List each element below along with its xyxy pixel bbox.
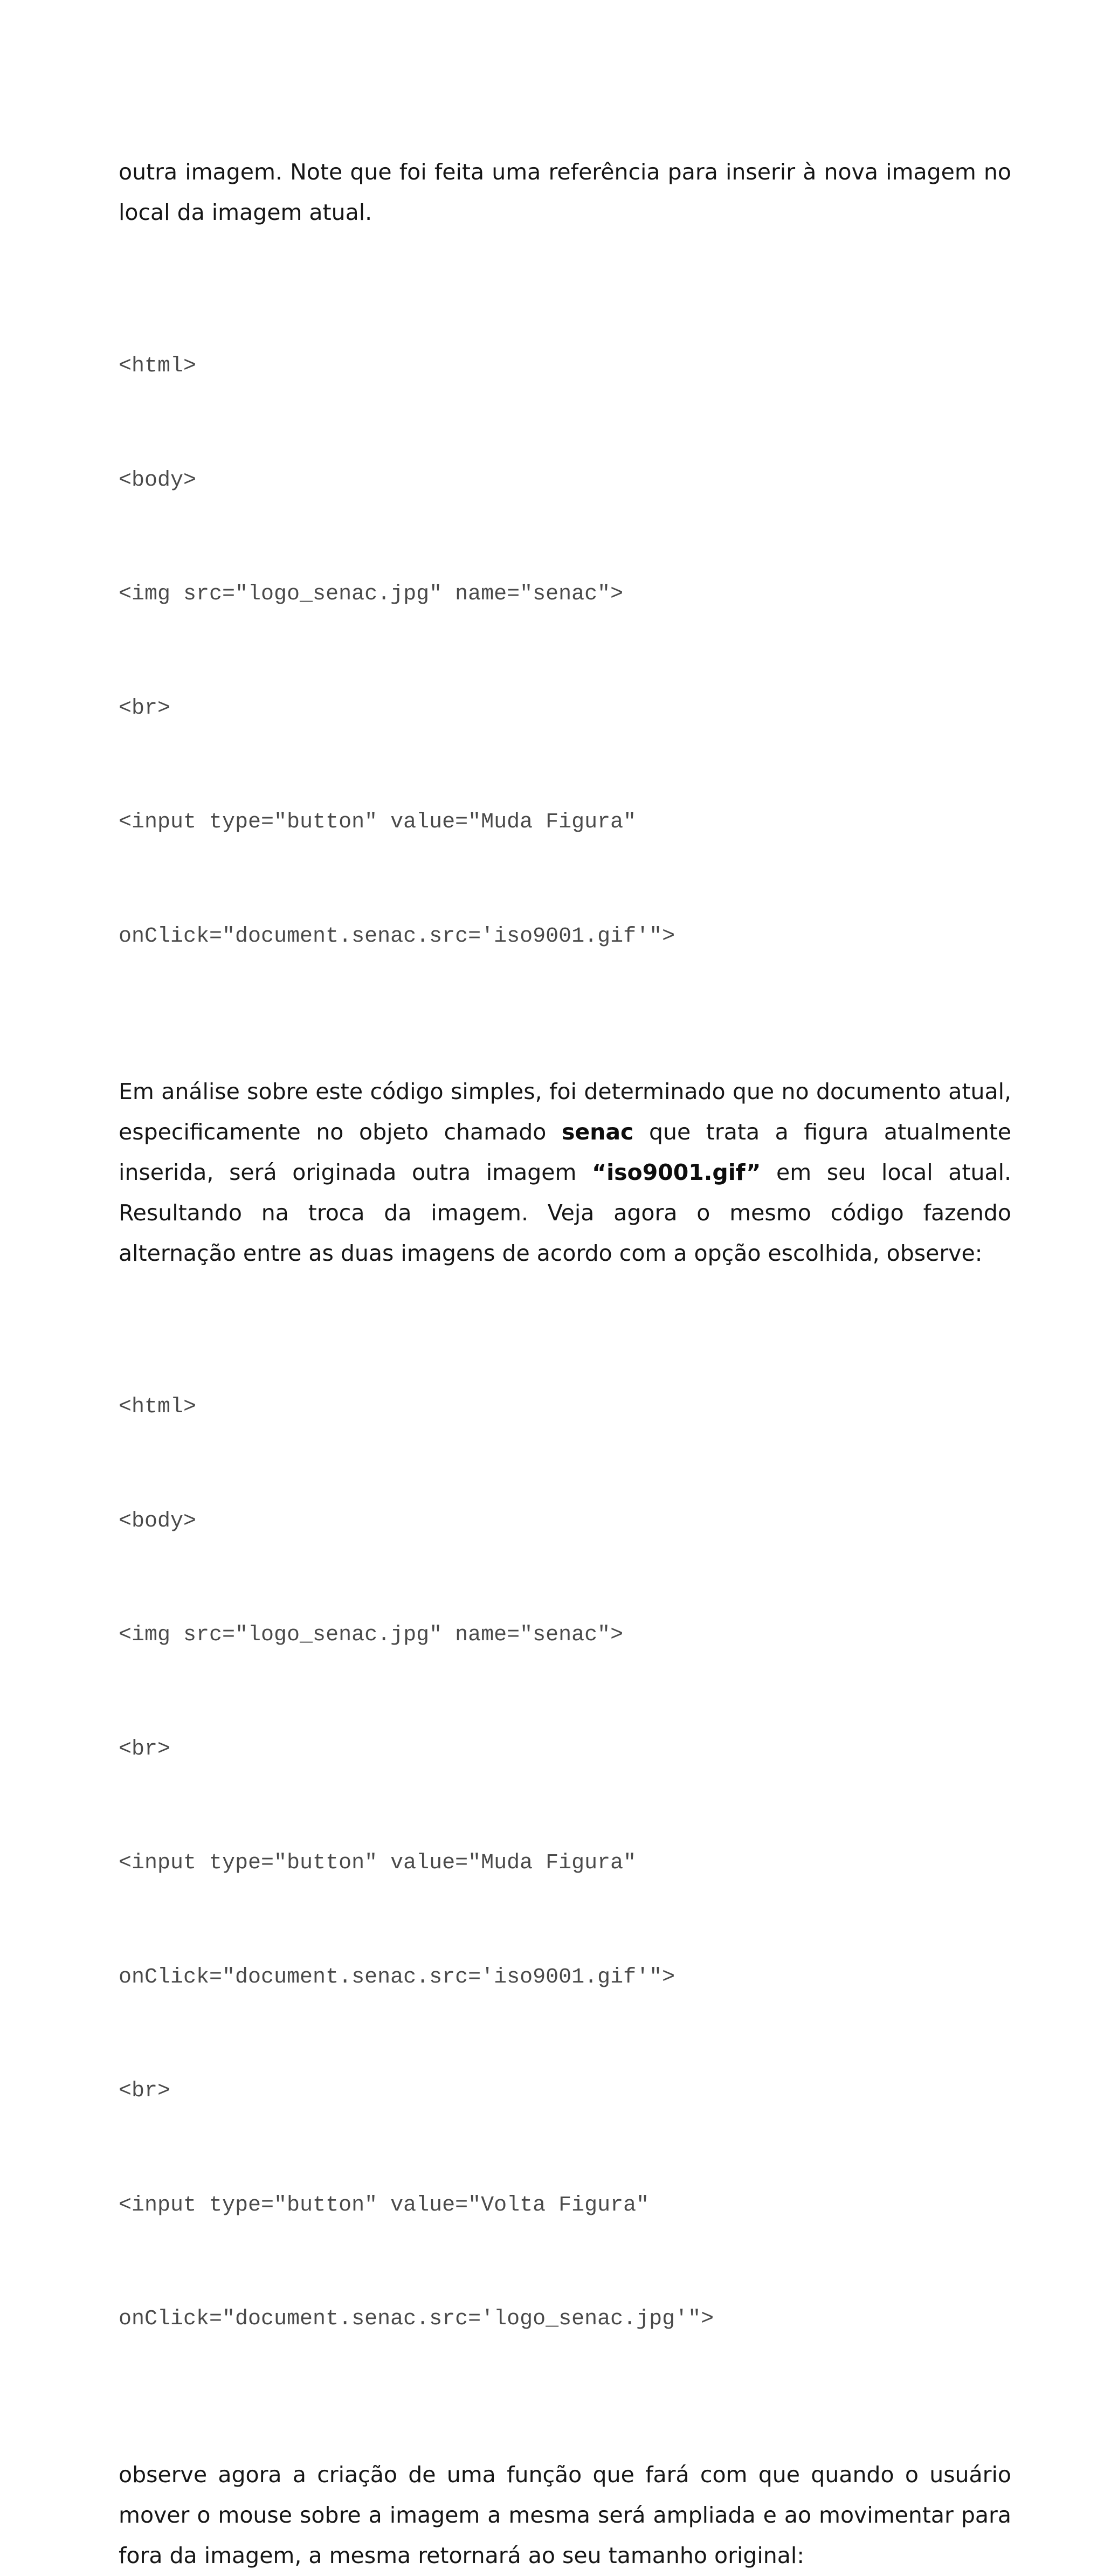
code-line: <img src="logo_senac.jpg" name="senac"> <box>119 1623 624 1647</box>
spacer <box>119 2415 1011 2455</box>
paragraph-intro: outra imagem. Note que foi feita uma referência para inserir à nova imagem no local da imagem atual. <box>119 159 1011 225</box>
code-line: <body> <box>119 1509 197 1534</box>
analysis-text-2: que trata a figura atualmente inserida, será originada outra imagem <box>119 1119 1012 1185</box>
analysis-bold-iso9001: “iso9001.gif” <box>592 1159 761 1185</box>
spacer <box>119 1274 1011 1313</box>
code-line: <br> <box>119 1737 171 1762</box>
code-line: <body> <box>119 468 197 493</box>
code-line: <br> <box>119 2079 171 2103</box>
paragraph-analysis <box>119 1072 1011 1274</box>
code-block-1 <box>119 272 1011 1032</box>
code-line: <br> <box>119 696 171 721</box>
paragraph-function: observe agora a criação de uma função que fará com que quando o usuário mover o mouse sobre a imagem a mesma será ampliada e ao movimentar para fora da imagem, a mesma retornará ao seu tamanho original: <box>119 2461 1011 2568</box>
spacer <box>119 233 1011 272</box>
code-line: onClick="document.senac.src='iso9001.gif'"> <box>119 924 675 949</box>
code-line: onClick="document.senac.src='iso9001.gif'"> <box>119 1965 675 1990</box>
analysis-text-3: em seu local atual. Resultando na troca da imagem. Veja agora o mesmo código fazendo alternação entre as duas imagens de acordo com a opção escolhida, observe: <box>119 1159 1011 1266</box>
code-line: onClick="document.senac.src='logo_senac.jpg'"> <box>119 2307 714 2331</box>
code-line: <input type="button" value="Muda Figura" <box>119 1851 637 1875</box>
document-page <box>119 152 1011 2576</box>
code-line: <input type="button" value="Muda Figura" <box>119 810 637 834</box>
code-block-2 <box>119 1313 1011 2415</box>
analysis-bold-senac: senac <box>561 1119 634 1145</box>
code-line: <input type="button" value="Volta Figura" <box>119 2193 650 2218</box>
analysis-text-1: Em análise sobre este código simples, foi determinado que no documento atual, especificamente no objeto chamado <box>119 1079 1011 1145</box>
code-line: <html> <box>119 354 197 378</box>
code-line: <img src="logo_senac.jpg" name="senac"> <box>119 582 624 606</box>
code-line: <html> <box>119 1395 197 1419</box>
spacer <box>119 1032 1011 1072</box>
